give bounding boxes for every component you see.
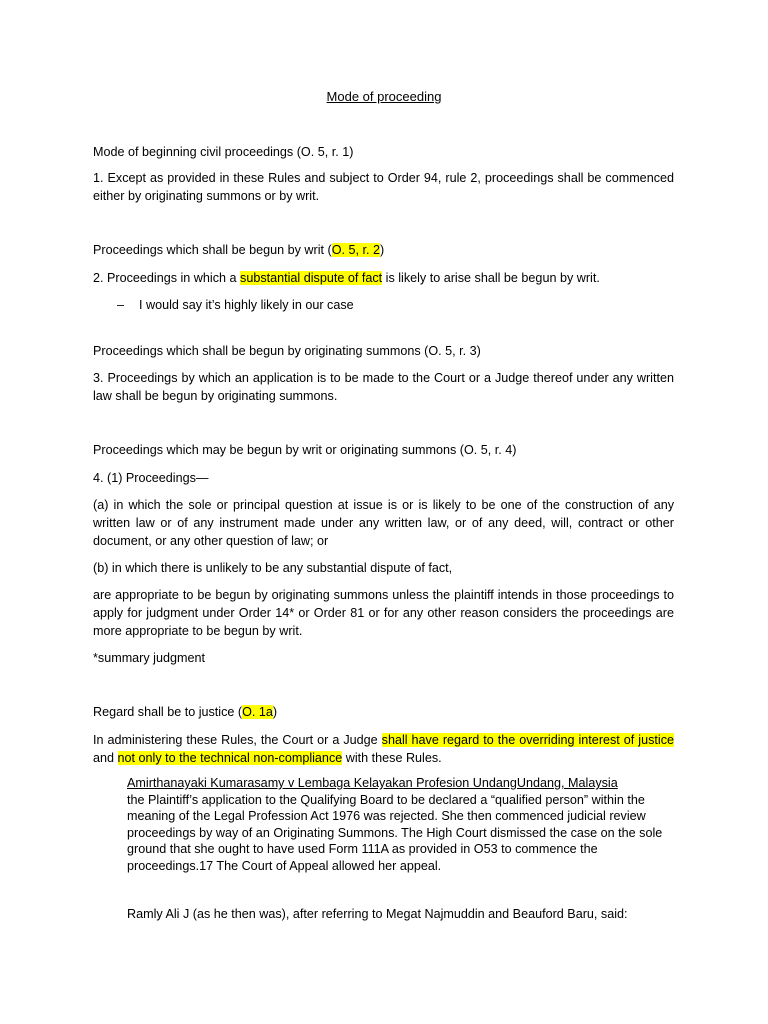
footnote-summary-judgment: *summary judgment [93,651,205,665]
paragraph-text-end: with these Rules. [342,751,442,765]
highlighted-rule-ref: O. 1a [242,705,273,719]
heading-text: Regard shall be to justice ( [93,705,243,719]
quote-intro: Ramly Ali J (as he then was), after referring to Megat Najmuddin and Beauford Baru, said: [127,907,628,921]
case-line: proceedings.17 The Court of Appeal allowed her appeal. [127,858,442,873]
paragraph-text: 2. Proceedings in which a [93,271,241,285]
paragraph-text: In administering these Rules, the Court or a Judge [93,733,382,747]
bullet-item [117,296,617,314]
paragraph-o5r4-c: are appropriate to be begun by originating summons unless the plaintiff intends in those proceedings to apply for judgment under Order 14* or Order 81 or for any other reason considers the proceedings are more appropriate to be begun by writ. [93,588,674,638]
case-title: Amirthanayaki Kumarasamy v Lembaga Kelayakan Profesion UndangUndang, Malaysia [127,776,618,790]
highlighted-rule-ref: O. 5, r. 2 [331,243,381,257]
highlighted-phrase: substantial dispute of fact [240,271,383,285]
document-title: Mode of proceeding [326,89,442,104]
paragraph-o5r1: 1. Except as provided in these Rules and subject to Order 94, rule 2, proceedings shall be commenced either by originating summons or by writ. [93,171,674,203]
section-heading-o1a [93,703,674,721]
bullet-text: I would say it’s highly likely in our case [139,298,354,312]
highlighted-phrase-justice: shall have regard to the overriding interest of justice [381,733,674,747]
case-summary [127,775,677,874]
section-heading-o5r1: Mode of beginning civil proceedings (O. 5, r. 1) [93,145,354,159]
heading-text-end: ) [380,243,385,257]
paragraph-o5r4-a: (a) in which the sole or principal question at issue is or is likely to be one of the construction of any written law or of any instrument made under any written law, or of any deed, will, contract or other document, or any other question of law; or [93,498,674,548]
paragraph-text-end: is likely to arise shall be begun by writ. [382,271,600,285]
heading-text-end: ) [272,705,278,719]
section-heading-o5r2 [93,241,674,259]
highlighted-phrase-technical: not only to the technical non-compliance [117,751,343,765]
heading-text: Proceedings which shall be begun by writ ( [93,243,332,257]
case-line: meaning of the Legal Profession Act 1976 was rejected. She then commenced judicial review [127,809,646,823]
paragraph-text-mid: and [93,751,118,765]
dash-bullet: – [117,298,125,312]
section-heading-o5r4: Proceedings which may be begun by writ or originating summons (O. 5, r. 4) [93,443,517,457]
case-line: the Plaintiff’s application to the Qualifying Board to be declared a “qualified person” within the [127,792,645,807]
paragraph-o5r2 [93,269,674,287]
paragraph-o5r4-intro: 4. (1) Proceedings— [93,471,209,485]
paragraph-o5r4-b: (b) in which there is unlikely to be any substantial dispute of fact, [93,561,453,575]
paragraph-o1a [93,731,674,767]
case-line: proceedings by way of an Originating Summons. The High Court dismissed the case on the sole [127,825,663,840]
paragraph-o5r3: 3. Proceedings by which an application is to be made to the Court or a Judge thereof under any written law shall be begun by originating summons. [93,371,674,403]
section-heading-o5r3: Proceedings which shall be begun by originating summons (O. 5, r. 3) [93,344,481,358]
case-line: ground that she ought to have used Form 111A as provided in O53 to commence the [127,842,598,856]
